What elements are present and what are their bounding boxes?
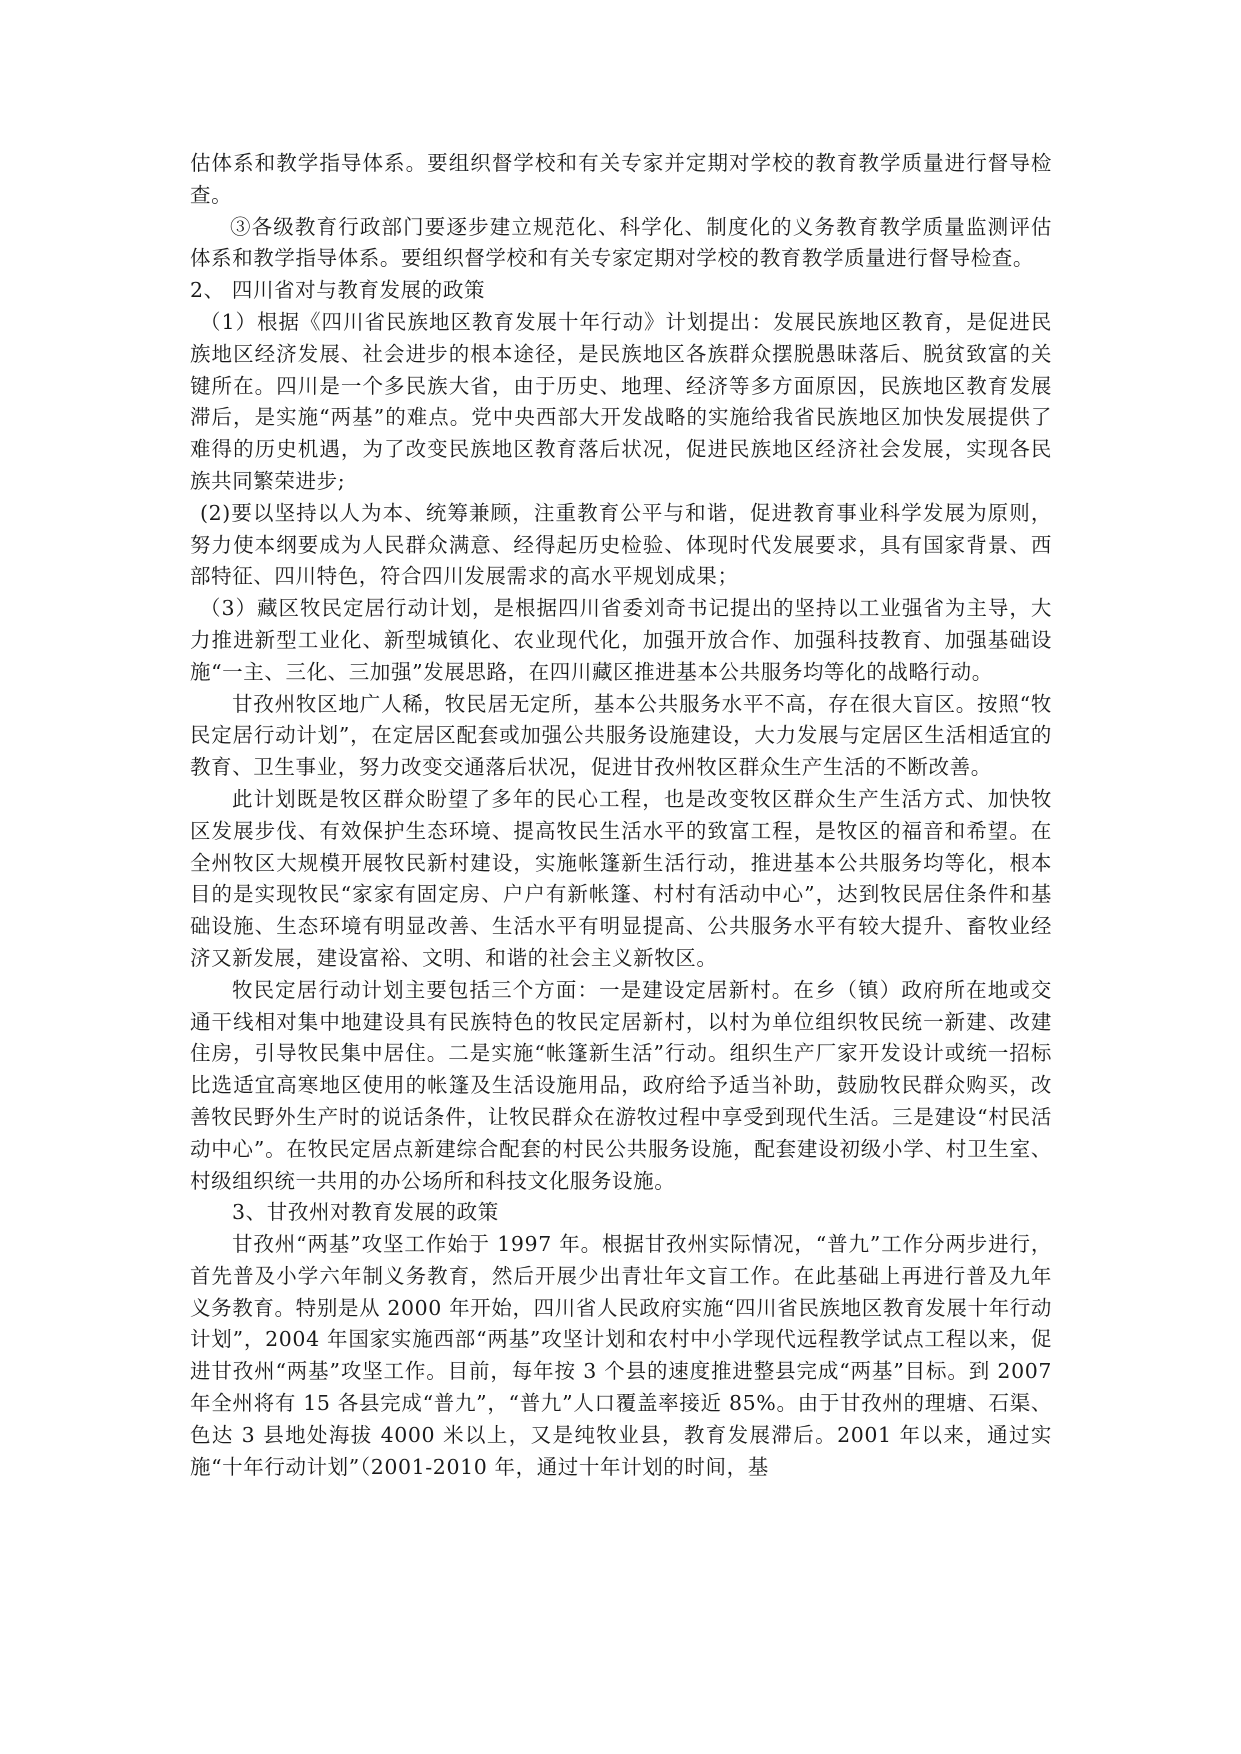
section-heading-3: 3、甘孜州对教育发展的政策 — [232, 1200, 499, 1225]
paragraph-plan-contents: 牧民定居行动计划主要包括三个方面：一是建设定居新村。在乡（镇）政府所在地或交通干线相对集中地建设具有民族特色的牧民定居新村，以村为单位组织牧民统一新建、改建住房，引导牧民集中居住。二是实施“帐篷新生活”行动。组织生产厂家开发设计或统一招标比选适宜高寒地区使用的帐篷及生活设施用品，政府给予适当补助，鼓励牧民群众购买，改善牧民野外生产时的说话条件，让牧民群众在游牧过程中享受到现代生活。三是建设“村民活动中心”。在牧民定居点新建综合配套的村民公共服务设施，配套建设初级小学、村卫生室、村级组织统一共用的办公场所和科技文化服务设施。 — [190, 977, 1052, 1193]
paragraph-ganzi-pastoral: 甘孜州牧区地广人稀，牧民居无定所，基本公共服务水平不高，存在很大盲区。按照“牧民定居行动计划”，在定居区配套或加强公共服务设施建设，大力发展与定居区生活相适宜的教育、卫生事业，努力改变交通落后状况，促进甘孜州牧区群众生产生活的不断改善。 — [190, 691, 1052, 780]
document-body — [190, 148, 1052, 1483]
paragraph-two-basics: 甘孜州“两基”攻坚工作始于 1997 年。根据甘孜州实际情况，“普九”工作分两步进行，首先普及小学六年制义务教育，然后开展少出青壮年文盲工作。在此基础上再进行普及九年义务教育。特别是从 2000 年开始，四川省人民政府实施“四川省民族地区教育发展十年行动计划”，2004 年国家实施西部“两基”攻坚计划和农村中小学现代远程教学试点工程以来，促进甘孜州“两基”攻坚工作。目前，每年按 3 个县的速度推进整县完成“两基”目标。到 2007 年全州将有 15 各县完成“普九”，“普九”人口覆盖率接近 85%。由于甘孜州的理塘、石渠、色达 3 县地处海拔 4000 米以上，又是纯牧业县，教育发展滞后。2001 年以来，通过实施“十年行动计划”（2001-2010 年，通过十年计划的时间，基 — [190, 1232, 1052, 1479]
paragraph-continuation: 估体系和教学指导体系。要组织督学校和有关专家并定期对学校的教育教学质量进行督导检查。 — [190, 151, 1052, 207]
paragraph-policy-2: (2)要以坚持以人为本、统筹兼顾，注重教育公平与和谐，促进教育事业科学发展为原则，努力使本纲要成为人民群众满意、经得起历史检验、体现时代发展要求，具有国家背景、西部特征、四川特色，符合四川发展需求的高水平规划成果； — [190, 500, 1052, 589]
paragraph-policy-1: （1）根据《四川省民族地区教育发展十年行动》计划提出：发展民族地区教育，是促进民族地区经济发展、社会进步的根本途径，是民族地区各族群众摆脱愚昧落后、脱贫致富的关键所在。四川是一个多民族大省，由于历史、地理、经济等多方面原因，民族地区教育发展滞后，是实施“两基”的难点。党中央西部大开发战略的实施给我省民族地区加快发展提供了难得的历史机遇，为了改变民族地区教育落后状况，促进民族地区经济社会发展，实现各民族共同繁荣进步; — [190, 309, 1052, 493]
paragraph-plan-benefit: 此计划既是牧区群众盼望了多年的民心工程，也是改变牧区群众生产生活方式、加快牧区发展步伐、有效保护生态环境、提高牧民生活水平的致富工程，是牧区的福音和希望。在全州牧区大规模开展牧民新村建设，实施帐篷新生活行动，推进基本公共服务均等化，根本目的是实现牧民“家家有固定房、户户有新帐篷、村村有活动中心”，达到牧民居住条件和基础设施、生态环境有明显改善、生活水平有明显提高、公共服务水平有较大提升、畜牧业经济又新发展，建设富裕、文明、和谐的社会主义新牧区。 — [190, 786, 1052, 970]
paragraph-item-3: ③各级教育行政部门要逐步建立规范化、科学化、制度化的义务教育教学质量监测评估体系和教学指导体系。要组织督学校和有关专家定期对学校的教育教学质量进行督导检查。 — [190, 214, 1052, 271]
section-heading-2: 2、 四川省对与教育发展的政策 — [190, 278, 486, 303]
paragraph-policy-3: （3）藏区牧民定居行动计划，是根据四川省委刘奇书记提出的坚持以工业强省为主导，大力推进新型工业化、新型城镇化、农业现代化，加强开放合作、加强科技教育、加强基础设施“一主、三化、三加强”发展思路，在四川藏区推进基本公共服务均等化的战略行动。 — [190, 596, 1052, 684]
